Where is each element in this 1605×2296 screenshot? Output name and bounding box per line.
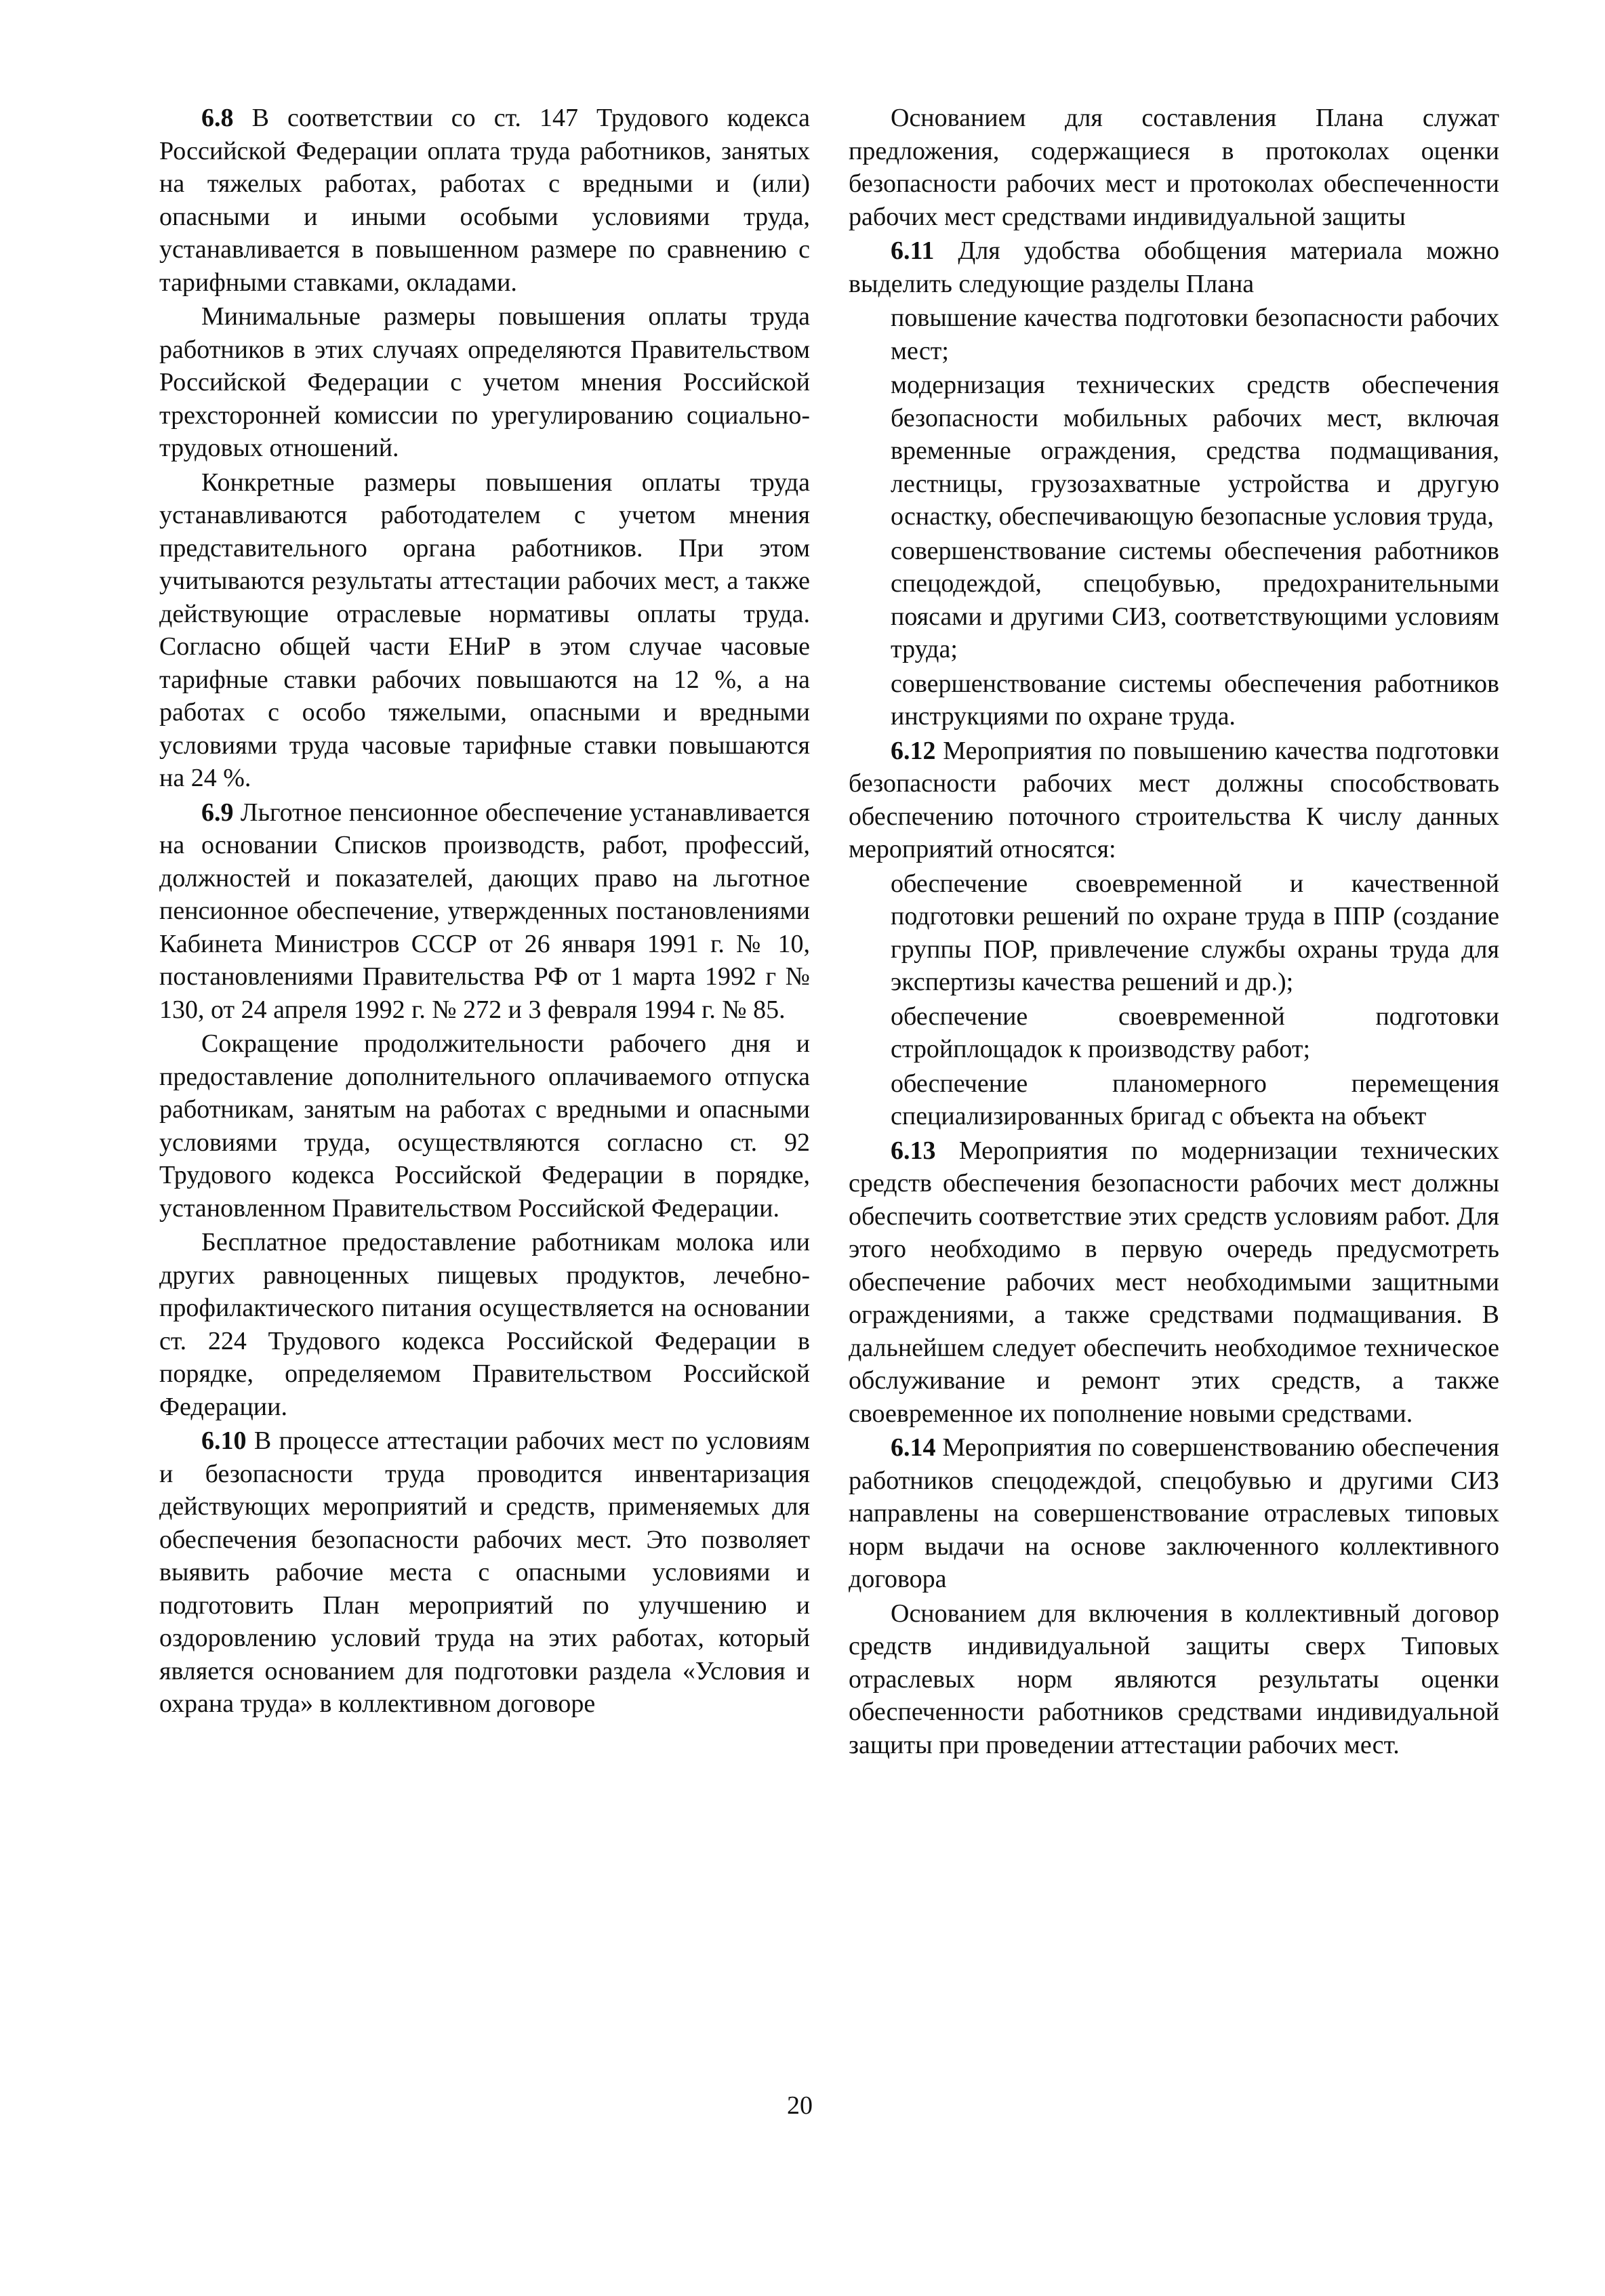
paragraph-6-12: 6.12 Мероприятия по повышению качества подготовки безопасности рабочих мест должны способствовать обеспечению поточного строительства К числу данных мероприятий относятся: xyxy=(849,736,1499,863)
list-item: обеспечение своевременной и качественной подготовки решений по охране труда в ППР (создание группы ПОР, привлечение службы охраны труда для экспертизы качества решений и др.); xyxy=(891,869,1499,996)
left-column xyxy=(159,102,810,1722)
paragraph: Основанием для включения в коллективный договор средств индивидуальной защиты сверх Типовых отраслевых норм являются результаты оценки обеспеченности работников средствами индивидуальной защиты при проведении аттестации рабочих мест. xyxy=(849,1599,1499,1759)
list-item: повышение качества подготовки безопасности рабочих мест; xyxy=(891,304,1499,365)
paragraph-6-9: 6.9 Льготное пенсионное обеспечение устанавливается на основании Списков производств, работ, профессий, должностей и показателей, дающих право на льготное пенсионное обеспечение, утвержденных постановлениями Кабинета Министров СССР от 26 января 1991 г. № 10, постановлениями Правительства РФ от 1 марта 1992 г № 130, от 24 апреля 1992 г. № 272 и 3 февраля 1994 г. № 85. xyxy=(159,798,810,1024)
paragraph-6-11: 6.11 Для удобства обобщения материала можно выделить следующие разделы Плана xyxy=(849,237,1499,298)
list-item: обеспечение планомерного перемещения специализированных бригад с объекта на объект xyxy=(891,1069,1499,1130)
right-column xyxy=(849,102,1499,1763)
page-number: 20 xyxy=(787,2091,813,2120)
paragraph: Основанием для составления Плана служат предложения, содержащиеся в протоколах оценки безопасности рабочих мест и протоколах обеспеченности рабочих мест средствами индивидуальной защиты xyxy=(849,104,1499,231)
paragraph: Минимальные размеры повышения оплаты труда работников в этих случаях определяются Правительством Российской Федерации с учетом мнения Российской трехсторонней комиссии по урегулированию социально-трудовых отношений. xyxy=(159,302,810,462)
list-item: совершенствование системы обеспечения работников инструкциями по охране труда. xyxy=(891,669,1499,731)
paragraph-6-10: 6.10 В процессе аттестации рабочих мест по условиям и безопасности труда проводится инвентаризация действующих мероприятий и средств, применяемых для обеспечения безопасности рабочих мест. Это позволяет выявить рабочие места с опасными условиями и подготовить План мероприятий по улучшению и оздоровлению условий труда на этих работах, который является основанием для подготовки раздела «Условия и охрана труда» в коллективном договоре xyxy=(159,1427,810,1718)
paragraph-6-13: 6.13 Мероприятия по модернизации технических средств обеспечения безопасности рабочих мест должны обеспечить соответствие этих средств условиям работ. Для этого необходимо в первую очередь предусмотреть обеспечение рабочих мест необходимыми защитными ограждениями, а также средствами подмащивания. В дальнейшем следует обеспечить необходимое техническое обслуживание и ремонт этих средств, а также своевременное их пополнение новыми средствами. xyxy=(849,1136,1499,1428)
list-item: совершенствование системы обеспечения работников спецодеждой, спецобувью, предохранительными поясами и другими СИЗ, соответствующими условиям труда; xyxy=(891,536,1499,663)
paragraph-6-8: 6.8 В соответствии со ст. 147 Трудового кодекса Российской Федерации оплата труда работников, занятых на тяжелых работах, работах с вредными и (или) опасными и иными особыми условиями труда, устанавливается в повышенном размере по сравнению с тарифными ставками, окладами. xyxy=(159,104,810,297)
paragraph: Сокращение продолжительности рабочего дня и предоставление дополнительного оплачиваемого отпуска работникам, занятым на работах с вредными и опасными условиями труда, осуществляются согласно ст. 92 Трудового кодекса Российской Федерации в порядке, установленном Правительством Российской Федерации. xyxy=(159,1029,810,1223)
paragraph: Конкретные размеры повышения оплаты труда устанавливаются работодателем с учетом мнения представительного органа работников. При этом учитываются результаты аттестации рабочих мест, а также действующие отраслевые нормативы оплаты труда. Согласно общей части ЕНиР в этом случае часовые тарифные ставки рабочих повышаются на 12 %, а на работах с особо тяжелыми, опасными и вредными условиями труда часовые тарифные ставки повышаются на 24 %. xyxy=(159,468,810,792)
list-item: модернизация технических средств обеспечения безопасности мобильных рабочих мест, включая временные ограждения, средства подмащивания, лестницы, грузозахватные устройства и другую оснастку, обеспечивающую безопасные условия труда, xyxy=(891,371,1499,531)
paragraph-6-14: 6.14 Мероприятия по совершенствованию обеспечения работников спецодеждой, спецобувью и другими СИЗ направлены на совершенствование отраслевых типовых норм выдачи на основе заключенного коллективного договора xyxy=(849,1433,1499,1593)
list-item: обеспечение своевременной подготовки стройплощадок к производству работ; xyxy=(891,1002,1499,1063)
paragraph: Бесплатное предоставление работникам молока или других равноценных пищевых продуктов, лечебно-профилактического питания осуществляется на основании ст. 224 Трудового кодекса Российской Федерации в порядке, определяемом Правительством Российской Федерации. xyxy=(159,1228,810,1421)
